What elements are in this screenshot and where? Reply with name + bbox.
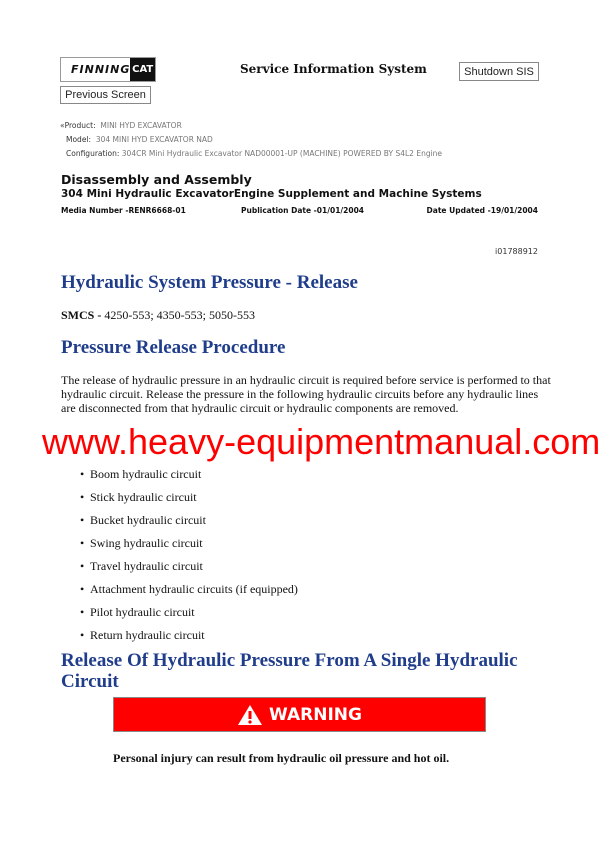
list-item-text: Stick hydraulic circuit	[90, 490, 197, 504]
section-heading-single-circuit: Release Of Hydraulic Pressure From A Single Hydraulic Circuit	[61, 650, 518, 692]
configuration-value: 304CR Mini Hydraulic Excavator NAD00001-UP (MACHINE) POWERED BY S4L2 Engine	[121, 149, 443, 158]
date-updated: Date Updated -19/01/2004	[426, 206, 538, 215]
model-value: 304 MINI HYD EXCAVATOR NAD	[95, 135, 213, 144]
media-number: Media Number -RENR6668-01	[61, 206, 186, 215]
list-item-text: Swing hydraulic circuit	[90, 536, 203, 550]
smcs-codes	[61, 308, 255, 323]
model-line	[66, 135, 213, 144]
doc-subtitle: 304 Mini Hydraulic ExcavatorEngine Supplement and Machine Systems	[61, 188, 482, 200]
list-item: • Boom hydraulic circuit	[80, 467, 202, 481]
smcs-value: 4250-553; 4350-553; 5050-553	[104, 308, 255, 322]
model-label: Model:	[66, 135, 92, 144]
document-id: i01788912	[495, 247, 538, 256]
intro-paragraph: The release of hydraulic pressure in an hydraulic circuit is required before service is performed to that hydraulic circuit. Release the pressure in the following hydraulic circuits before any hydraulic lines are disconnected from that hydraulic circuit or hydraulic components are removed.	[61, 373, 551, 415]
list-item-text: Bucket hydraulic circuit	[90, 513, 206, 527]
shutdown-sis-button[interactable]: Shutdown SIS	[459, 62, 539, 81]
smcs-label: SMCS -	[61, 308, 102, 322]
configuration-line	[66, 149, 442, 158]
watermark: www.heavy-equipmentmanual.com	[42, 421, 600, 462]
app-title: Service Information System	[240, 62, 427, 76]
warning-triangle-icon	[237, 704, 263, 726]
list-item-text: Pilot hydraulic circuit	[90, 605, 195, 619]
publication-date: Publication Date -01/01/2004	[241, 206, 365, 215]
cat-badge: CAT	[130, 58, 155, 81]
product-value: MINI HYD EXCAVATOR	[100, 121, 182, 130]
list-item-text: Boom hydraulic circuit	[90, 467, 202, 481]
warning-label: WARNING	[269, 704, 362, 725]
section-heading-procedure: Pressure Release Procedure	[61, 337, 286, 358]
logo-text: FINNING	[71, 63, 131, 76]
warning-banner	[113, 697, 486, 732]
list-item: • Travel hydraulic circuit	[80, 559, 203, 573]
list-item-text: Attachment hydraulic circuits (if equipped)	[90, 582, 298, 596]
configuration-label: Configuration:	[66, 149, 120, 158]
list-item-text: Return hydraulic circuit	[90, 628, 205, 642]
list-item-text: Travel hydraulic circuit	[90, 559, 203, 573]
previous-screen-button[interactable]: Previous Screen	[60, 86, 151, 104]
product-line	[60, 121, 182, 130]
finning-cat-logo	[60, 57, 156, 82]
doc-category: Disassembly and Assembly	[61, 172, 252, 187]
list-item: • Return hydraulic circuit	[80, 628, 205, 642]
page-title: Hydraulic System Pressure - Release	[61, 272, 358, 293]
list-item: • Pilot hydraulic circuit	[80, 605, 195, 619]
list-item: • Bucket hydraulic circuit	[80, 513, 206, 527]
list-item: • Attachment hydraulic circuits (if equipped)	[80, 582, 298, 596]
list-item: • Swing hydraulic circuit	[80, 536, 203, 550]
collapse-icon[interactable]: «	[60, 121, 65, 130]
warning-text: Personal injury can result from hydraulic oil pressure and hot oil.	[113, 751, 450, 765]
list-item: • Stick hydraulic circuit	[80, 490, 197, 504]
product-label: Product:	[64, 121, 96, 130]
